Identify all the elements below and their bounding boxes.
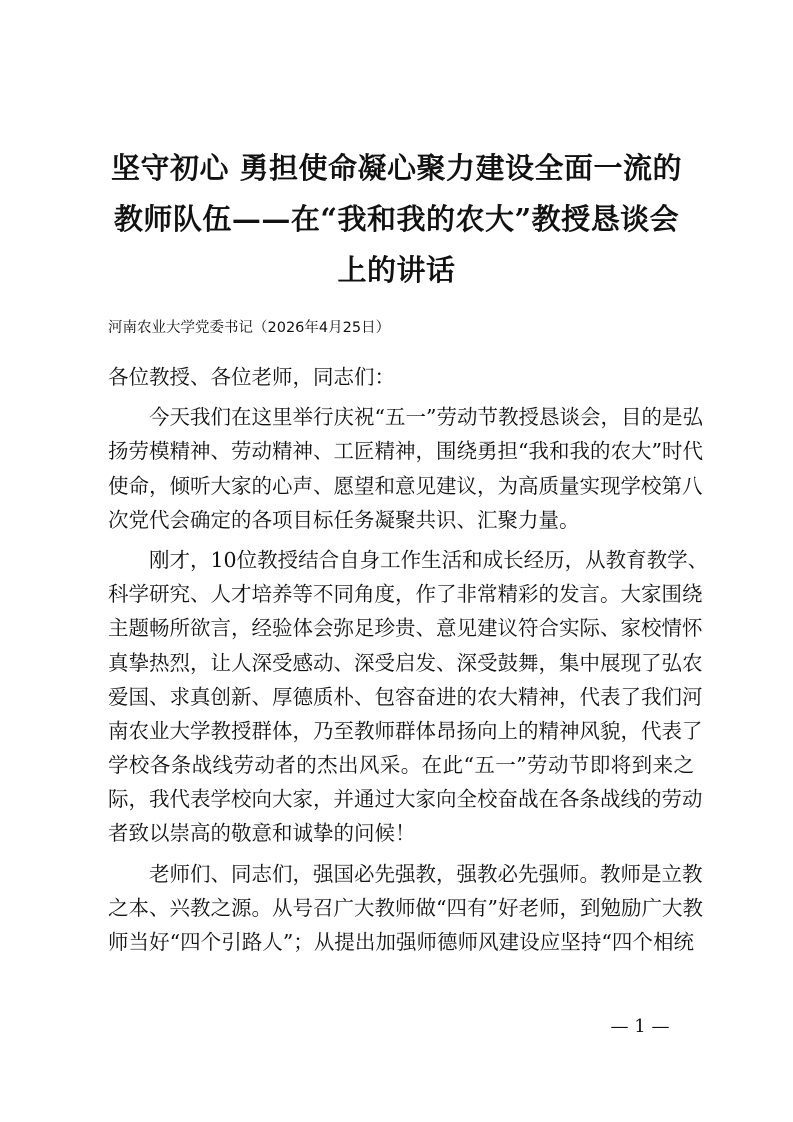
paragraph-line: 今天我们在这里举行庆祝“五一”劳动节教授恳谈会，目的是弘 [149, 405, 703, 430]
title-line: 教师队伍——在“我和我的农大”教授恳谈会 [113, 202, 680, 236]
salutation-line: 各位教授、各位老师，同志们： [108, 365, 395, 389]
paragraph-1 [108, 400, 703, 537]
paragraph-line: 老师们、同志们，强国必先强教，强教必先强师。教师是立教 [149, 861, 703, 886]
paragraph-line: 真挚热烈，让人深受感动、深受启发、深受鼓舞，集中展现了弘农 [108, 650, 703, 675]
paragraph-line: 学校各条战线劳动者的杰出风采。在此“五一”劳动节即将到来之 [108, 753, 694, 778]
salutation [108, 360, 694, 394]
paragraph-line: 扬劳模精神、劳动精神、工匠精神，围绕勇担“我和我的农大”时代 [108, 439, 703, 464]
paragraph-2 [108, 543, 709, 851]
paragraph-line: 刚才，10位教授结合自身工作生活和成长经历，从教育教学、 [149, 547, 709, 572]
paragraph-line: 爱国、求真创新、厚德质朴、包容奋进的农大精神，代表了我们河 [108, 684, 703, 709]
paragraph-line: 者致以崇高的敬意和诚挚的问候！ [108, 821, 416, 846]
title-line: 上的讲话 [337, 253, 456, 287]
speech-title [100, 143, 693, 296]
paragraph-line: 之本、兴教之源。从号召广大教师做“四有”好老师，到勉励广大教 [108, 895, 703, 920]
speech-body [108, 360, 709, 965]
paragraph-line: 南农业大学教授群体，乃至教师群体昂扬向上的精神风貌，代表了 [108, 718, 703, 743]
paragraph-line: 使命，倾听大家的心声、愿望和意见建议，为高质量实现学校第八 [108, 473, 703, 498]
paragraph-3 [108, 857, 703, 960]
paragraph-line: 师当好“四个引路人”；从提出加强师德师风建设应坚持“四个相统 [108, 930, 694, 954]
paragraph-line: 主题畅所欲言，经验体会弥足珍贵、意见建议符合实际、家校情怀 [108, 616, 703, 641]
paragraph-line: 科学研究、人才培养等不同角度，作了非常精彩的发言。大家围绕 [108, 582, 703, 607]
speaker-byline: 河南农业大学党委书记（2026年4月25日） [108, 320, 391, 336]
paragraph-line: 际，我代表学校向大家，并通过大家向全校奋战在各条战线的劳动 [108, 787, 703, 812]
paragraph-line: 次党代会确定的各项目标任务凝聚共识、汇聚力量。 [108, 507, 580, 532]
title-line: 坚守初心 勇担使命凝心聚力建设全面一流的 [110, 151, 683, 185]
page-number: — 1 — [610, 1016, 670, 1037]
